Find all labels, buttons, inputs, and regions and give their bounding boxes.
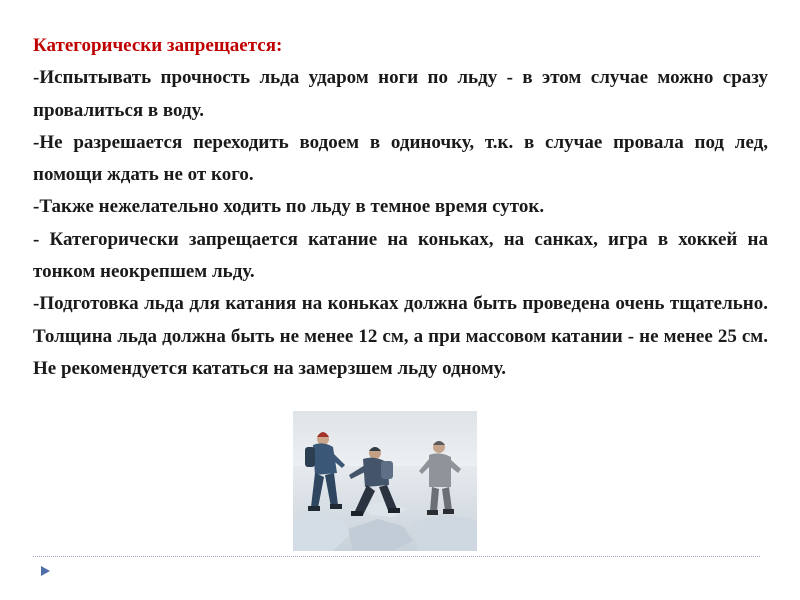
text-block [33, 30, 768, 385]
triangle-bullet-icon [38, 564, 52, 578]
paragraph-skating: - Категорически запрещается катание на коньках, на санках, игра в хоккей на тонком неокрепшем льду. [33, 228, 768, 283]
paragraph-alone: -Не разрешается переходить водоем в одиночку, т.к. в случае провала под лед, помощи ждать не от кого. [33, 131, 768, 186]
divider [33, 556, 760, 557]
paragraph-preparation: -Подготовка льда для катания на коньках должна быть проведена очень тщательно. Толщина льда должна быть не менее 12 см, а при массовом катании - не менее 25 см. Не рекомендуется кататься на замерзшем льду одному. [33, 293, 768, 379]
people-on-ice-photo [293, 411, 477, 551]
paragraph-kick-test: -Испытывать прочность льда ударом ноги по льду - в этом случае можно сразу провалиться в воду. [33, 67, 768, 121]
heading: Категорически запрещается: [33, 35, 283, 56]
paragraph-dark: -Также нежелательно ходить по льду в темное время суток. [33, 196, 545, 218]
